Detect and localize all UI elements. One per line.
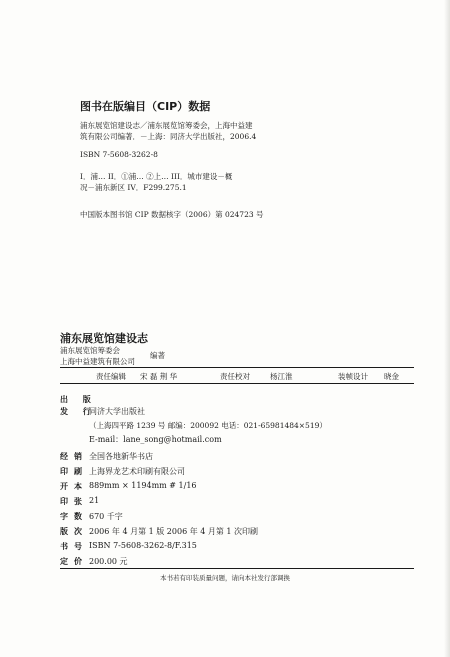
cip-line: I．浦… II．①浦… ②上… III．城市建设－概 [80, 172, 233, 181]
divider-top [60, 367, 414, 368]
editor-label: 责任编辑 [96, 372, 126, 381]
cip-line: 筑有限公司编著．－上海：同济大学出版社，2006.4 [80, 132, 257, 141]
author-line-1: 浦东展览馆筹委会 [60, 346, 120, 355]
publisher-email: E-mail：lane_song@hotmail.com [89, 435, 222, 444]
proofreader-name: 杨江淮 [270, 372, 293, 381]
publisher-address: （上海四平路 1239 号 邮编：200092 电话：021-65981484×519） [89, 421, 327, 430]
cip-title: 图书在版编目（CIP）数据 [80, 100, 211, 113]
author-line-2: 上海中益建筑有限公司 [60, 357, 135, 366]
divider-bottom [60, 568, 414, 569]
publisher-label-a: 出 版 [60, 395, 97, 404]
publisher-label-b: 发 行 [60, 407, 97, 416]
cip-line: 浦东展览馆建设志／浦东展览馆筹委会，上海中益建 [80, 121, 253, 130]
cip-line: 况－浦东新区 IV．F299.275.1 [80, 183, 187, 192]
book-title: 浦东展览馆建设志 [60, 332, 148, 345]
divider-credits [60, 383, 414, 384]
designer-name: 晓金 [384, 372, 399, 381]
proofreader-label: 责任校对 [220, 372, 250, 381]
editor-names: 宋 磊 荆 华 [140, 372, 178, 381]
designer-label: 装帧设计 [338, 372, 368, 381]
author-role: 编著 [150, 351, 165, 360]
cip-isbn: ISBN 7-5608-3262-8 [80, 150, 158, 159]
quality-notice: 本书若有印装质量问题，请向本社发行部调换 [160, 574, 290, 582]
cip-record-number: 中国版本图书馆 CIP 数据核字（2006）第 024723 号 [80, 210, 264, 219]
page-edge-shadow [444, 0, 450, 657]
publisher-name: 同济大学出版社 [89, 407, 145, 416]
